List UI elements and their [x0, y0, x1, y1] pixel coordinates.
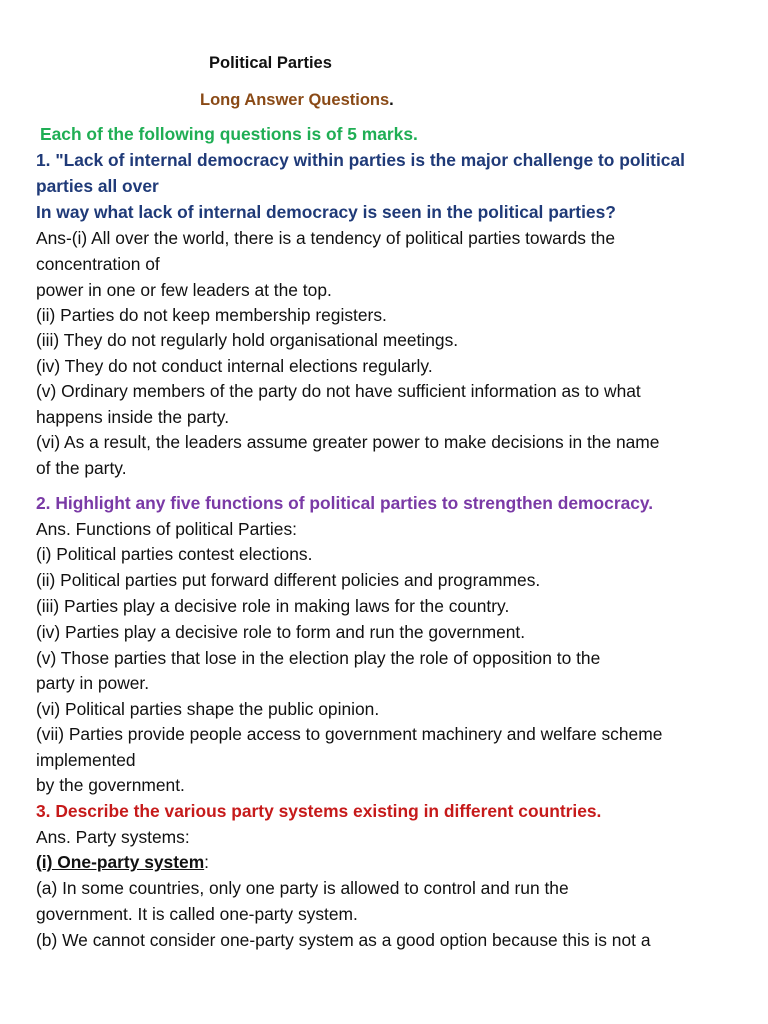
q1-answer-line-10: of the party. — [36, 458, 127, 478]
q1-answer-line-4: (ii) Parties do not keep membership registers. — [36, 305, 387, 325]
q2-answer-line-4: (iii) Parties play a decisive role in making laws for the country. — [36, 596, 510, 616]
q1-answer-line-3: power in one or few leaders at the top. — [36, 280, 332, 300]
q3-heading-colon: : — [204, 852, 210, 872]
q2-answer-line-7: party in power. — [36, 673, 150, 693]
q1-answer-line-9: (vi) As a result, the leaders assume greater power to make decisions in the name — [36, 432, 660, 452]
q3-heading-line — [36, 851, 209, 873]
q3-answer-line-1: (a) In some countries, only one party is allowed to control and run the — [36, 878, 569, 898]
q1-question-line-2: parties all over — [36, 176, 159, 196]
q1-answer-line-8: happens inside the party. — [36, 407, 230, 427]
q2-answer-line-6: (v) Those parties that lose in the election play the role of opposition to the — [36, 648, 601, 668]
q2-answer-line-9: (vii) Parties provide people access to government machinery and welfare scheme — [36, 724, 663, 744]
q2-answer-line-3: (ii) Political parties put forward different policies and programmes. — [36, 570, 541, 590]
q3-answer-line-2: government. It is called one-party system. — [36, 904, 358, 924]
q2-answer-line-8: (vi) Political parties shape the public opinion. — [36, 699, 380, 719]
page-title: Political Parties — [209, 54, 332, 72]
q1-answer-line-7: (v) Ordinary members of the party do not have sufficient information as to what — [36, 381, 641, 401]
q1-answer-line-1: Ans-(i) All over the world, there is a tendency of political parties towards the — [36, 228, 615, 248]
q2-answer-line-2: (i) Political parties contest elections. — [36, 544, 313, 564]
q3-question: 3. Describe the various party systems existing in different countries. — [36, 801, 602, 821]
subtitle-period: . — [389, 91, 394, 109]
q3-answer-intro: Ans. Party systems: — [36, 827, 190, 847]
q1-answer-line-2: concentration of — [36, 254, 160, 274]
q3-heading: (i) One-party system — [36, 852, 205, 872]
q1-answer-line-6: (iv) They do not conduct internal elections regularly. — [36, 356, 433, 376]
q1-question-line-3: In way what lack of internal democracy is seen in the political parties? — [36, 202, 616, 222]
intro-line: Each of the following questions is of 5 marks. — [40, 124, 418, 144]
q1-question-line-1: 1. "Lack of internal democracy within parties is the major challenge to political — [36, 150, 685, 170]
page-subtitle — [200, 89, 394, 111]
q2-answer-line-10: implemented — [36, 750, 136, 770]
q3-answer-line-3: (b) We cannot consider one-party system as a good option because this is not a — [36, 930, 651, 950]
q2-answer-line-5: (iv) Parties play a decisive role to form and run the government. — [36, 622, 526, 642]
q1-answer-line-5: (iii) They do not regularly hold organisational meetings. — [36, 330, 459, 350]
q2-answer-line-11: by the government. — [36, 775, 185, 795]
subtitle-text: Long Answer Questions — [200, 91, 390, 109]
q2-answer-line-1: Ans. Functions of political Parties: — [36, 519, 297, 539]
q2-question: 2. Highlight any five functions of political parties to strengthen democracy. — [36, 493, 654, 513]
